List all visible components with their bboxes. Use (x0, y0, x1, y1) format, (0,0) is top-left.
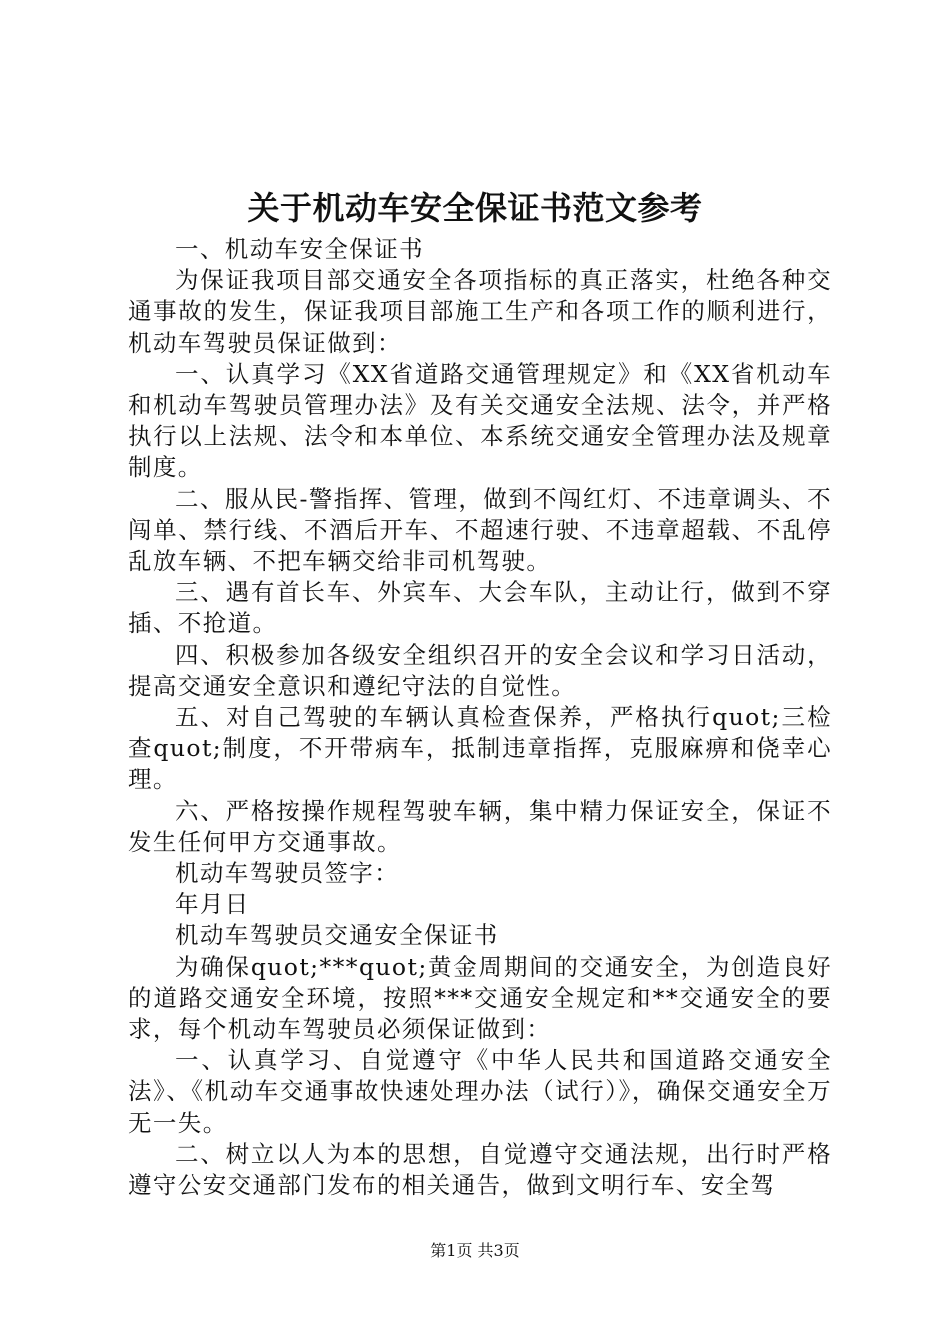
body-paragraph: 为确保quot;***quot;黄金周期间的交通安全，为创造良好的道路交通安全环境，按照***交通安全规定和**交通安全的要求，每个机动车驾驶员必须保证做到： (128, 952, 832, 1044)
date-line: 年月日 (175, 890, 250, 919)
page-number-footer: 第1页 共3页 (430, 1241, 520, 1260)
body-paragraph: 一、认真学习、自觉遵守《中华人民共和国道路交通安全法》、《机动车交通事故快速处理办法（试行）》，确保交通安全万无一失。 (128, 1046, 832, 1137)
body-paragraph: 二、服从民-警指挥、管理，做到不闯红灯、不违章调头、不闯单、禁行线、不酒后开车、不超速行驶、不违章超载、不乱停乱放车辆、不把车辆交给非司机驾驶。 (128, 484, 832, 576)
body-paragraph: 为保证我项目部交通安全各项指标的真正落实，杜绝各种交通事故的发生，保证我项目部施工生产和各项工作的顺利进行，机动车驾驶员保证做到： (128, 266, 832, 357)
signature-line: 机动车驾驶员签字： (175, 859, 400, 888)
section-heading: 机动车驾驶员交通安全保证书 (175, 921, 499, 950)
document-body (128, 234, 832, 1201)
body-paragraph: 六、严格按操作规程驾驶车辆，集中精力保证安全，保证不发生任何甲方交通事故。 (128, 796, 832, 856)
body-paragraph: 三、遇有首长车、外宾车、大会车队，主动让行，做到不穿插、不抢道。 (128, 578, 832, 638)
document-title: 关于机动车安全保证书范文参考 (247, 189, 703, 227)
body-paragraph: 五、对自己驾驶的车辆认真检查保养，严格执行quot;三检查quot;制度，不开带病车，抵制违章指挥，克服麻痹和侥幸心理。 (128, 703, 832, 794)
body-paragraph: 一、认真学习《XX省道路交通管理规定》和《XX省机动车和机动车驾驶员管理办法》及有关交通安全法规、法令，并严格执行以上法规、法令和本单位、本系统交通安全管理办法及规章制度。 (128, 359, 832, 482)
section-heading: 一、机动车安全保证书 (175, 235, 424, 263)
body-paragraph: 二、树立以人为本的思想，自觉遵守交通法规，出行时严格遵守公安交通部门发布的相关通告，做到文明行车、安全驾 (128, 1139, 832, 1200)
body-paragraph: 四、积极参加各级安全组织召开的安全会议和学习日活动，提高交通安全意识和遵纪守法的自觉性。 (128, 640, 832, 700)
